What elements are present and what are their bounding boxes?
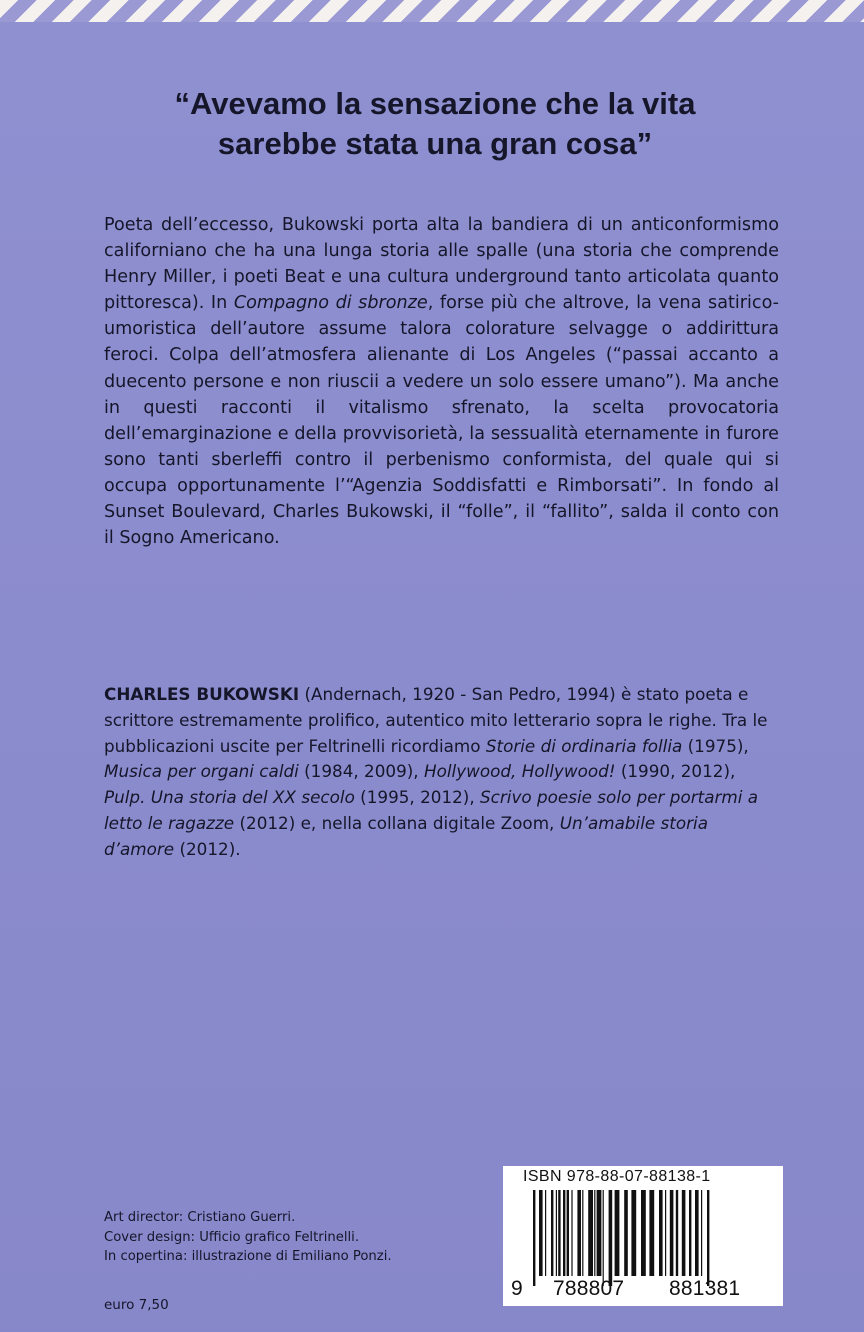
bio-text: (1995, 2012), [354,787,481,808]
barcode-bar [563,1190,565,1276]
credits-block [104,1208,392,1267]
barcode-bar [556,1190,557,1276]
ean-left-group: 788807 [553,1277,625,1300]
bio-work: Hollywood, Hollywood! [423,761,616,782]
bio-text: (2012). [174,838,241,859]
barcode-bar [609,1190,613,1286]
blurb-text-2: , forse più che altrove, la vena satirico-umoristica dell’autore assume talora colorature selvagge o addirittura feroci. Colpa dell’atmosfera alienante di Los Angeles (“passai accanto a duecento persone e non riuscii a vedere un solo essere umano”). Ma anche in questi racconti il vitalismo sfrenato, la scelta provocatoria dell’emarginazione e della provvisorietà, la sessualità eternamente in furore sono tanti sberleffi contro il perbenismo conformista, del quale qui si occupa opportunamente l’“Agenzia Soddisfatti e Rimborsati”. In fondo al Sunset Boulevard, Charles Bukowski, il “folle”, il “fallito”, salda il conto con il Sogno Americano. [104,293,780,549]
barcode-bar [567,1190,569,1276]
barcode-bar [682,1190,686,1276]
blurb-paragraph [104,212,779,551]
bio-work: Scrivo poesie solo per portarmi a letto le ragazze [104,787,759,833]
credit-art-director: Art director: Cristiano Guerri. [104,1210,296,1225]
top-stripe-border [0,0,864,22]
author-bio [104,682,779,863]
barcode-bar [624,1190,628,1276]
bio-work: Musica per organi caldi [104,761,299,782]
barcode-bar [689,1190,691,1276]
barcode-bar [615,1190,620,1276]
blurb-text-1: Poeta dell’eccesso, Bukowski porta alta la bandiera di un anticonformismo californiano che ha una lunga storia alle spalle (una storia che comprende Henry Miller, i poeti Beat e una cultura underground tanto articolata quanto pittoresca). In [104,215,779,314]
barcode-bar [594,1190,595,1276]
barcode-bar [558,1190,560,1276]
bio-work: Un’amabile storia d’amore [104,812,708,859]
credit-cover-design: Cover design: Ufficio grafico Feltrinelli. [104,1229,360,1245]
blurb-book-title: Compagno di sbronze [233,293,428,314]
barcode-bar [670,1190,674,1276]
ean-first-digit: 9 [511,1277,523,1300]
bio-text: (1984, 2009), [298,761,424,782]
author-name: CHARLES BUKOWSKI [104,684,300,704]
bio-text: (2012) e, nella collana digitale Zoom, [234,812,560,833]
bio-work: Pulp. Una storia del XX secolo [104,787,355,808]
bio-text: (Andernach, 1920 - San Pedro, 1994) è stato poeta e scrittore estremamente prolifico, autentico mito letterario sopra le righe. Tra le pubblicazioni uscite per Feltrinelli ricordiamo [104,684,768,756]
bio-work: Storie di ordinaria follia [485,735,683,756]
barcode-bar [533,1190,535,1286]
barcode-bar [597,1190,602,1276]
isbn-number: ISBN 978-88-07-88138-1 [523,1168,711,1185]
barcode-bar [665,1190,666,1276]
barcode-bar [695,1190,699,1276]
barcode-bars [503,1166,783,1306]
barcode-bar [577,1190,581,1276]
quote-line-1: “Avevamo la sensazione che la vita [174,86,696,121]
price-label: euro 7,50 [104,1297,169,1313]
cover-quote [100,84,770,164]
barcode-bar [631,1190,636,1276]
barcode-bar [707,1190,709,1286]
barcode-bar [588,1190,593,1276]
barcode-bar [649,1190,654,1276]
ean-right-group: 881381 [669,1277,741,1300]
barcode-bar [603,1190,604,1286]
barcode-bar [676,1190,678,1276]
barcode-bar [701,1190,702,1276]
barcode-bar [582,1190,583,1276]
credit-cover-art: In copertina: illustrazione di Emiliano Ponzi. [104,1249,392,1264]
isbn-barcode [503,1166,783,1306]
bio-text: (1990, 2012), [615,761,736,782]
barcode-bar [539,1190,543,1276]
bio-text: (1975), [682,735,749,756]
quote-line-2: sarebbe stata una gran cosa” [217,126,653,161]
barcode-bar [641,1190,646,1276]
barcode-bar [551,1190,553,1276]
barcode-bar [659,1190,663,1276]
barcode-bar [545,1190,546,1276]
barcode-bar [571,1190,572,1276]
